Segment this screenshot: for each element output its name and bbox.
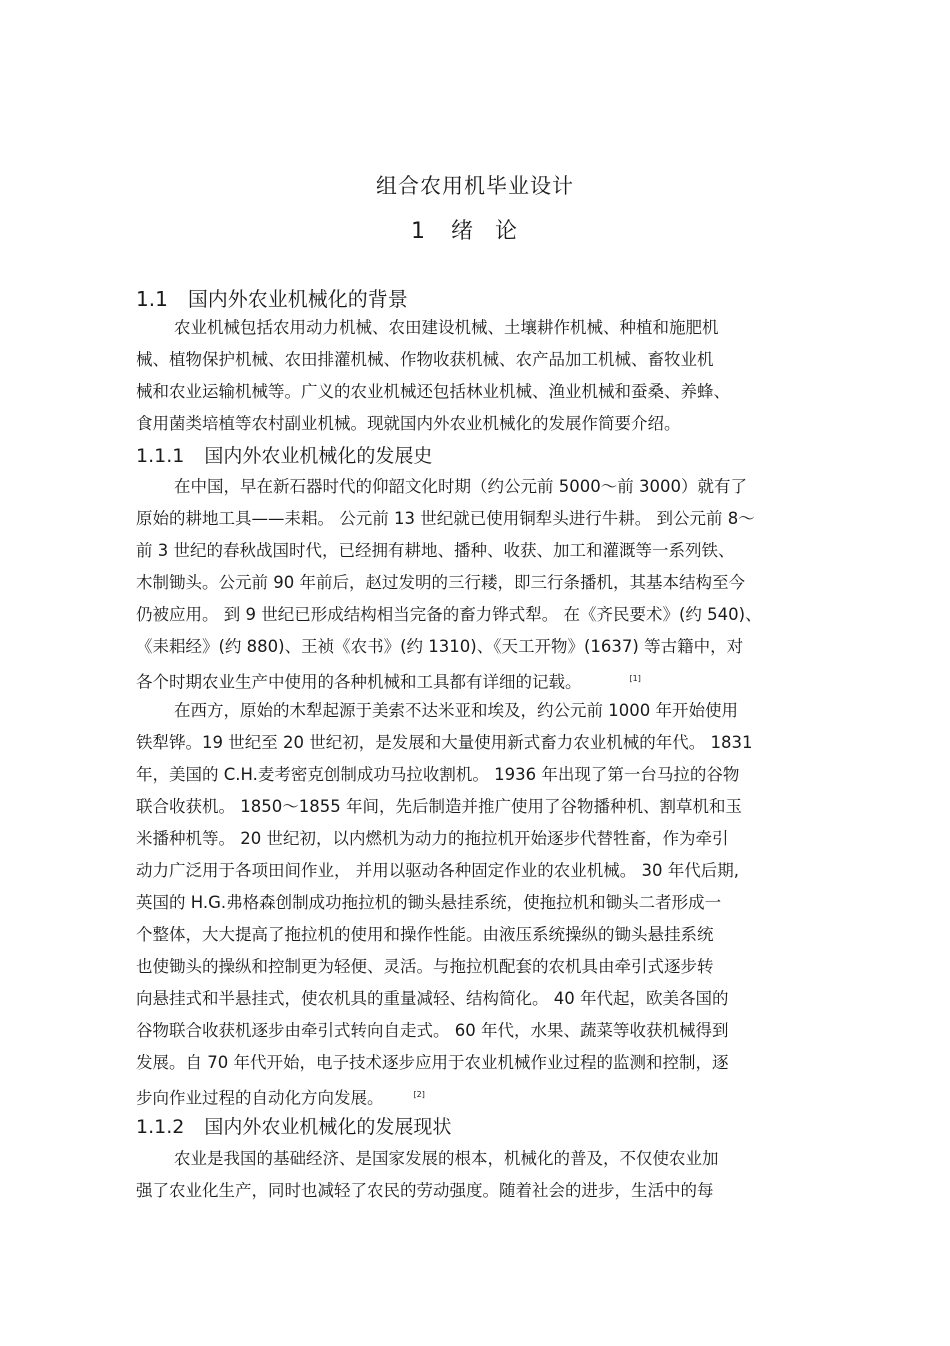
paragraph-line: 前 3 世纪的春秋战国时代，已经拥有耕地、播种、收获、加工和灌溉等一系列铁、 — [136, 541, 735, 560]
paragraph-line: 动力广泛用于各项田间作业， 并用以驱动各种固定作业的农业机械。 30 年代后期, — [136, 861, 739, 880]
paragraph-line — [136, 669, 641, 693]
paragraph-line: 米播种机等。 20 世纪初，以内燃机为动力的拖拉机开始逐步代替牲畜，作为牵引 — [136, 829, 729, 848]
paragraph-line: 原始的耕地工具——耒耜。 公元前 13 世纪就已使用铜犁头进行牛耕。 到公元前 8～ — [136, 509, 755, 528]
paragraph-line: 食用菌类培植等农村副业机械。现就国内外农业机械化的发展作简要介绍。 — [136, 414, 681, 433]
chapter-number: 1 — [410, 219, 425, 244]
section-title: 国内外农业机械化的发展现状 — [204, 1116, 452, 1138]
paragraph-line — [136, 1085, 425, 1109]
paragraph-line: 向悬挂式和半悬挂式，使农机具的重量减轻、结构简化。 40 年代起，欧美各国的 — [136, 989, 729, 1008]
paragraph-line: 械和农业运输机械等。广义的农业机械还包括林业机械、渔业机械和蚕桑、养蜂、 — [136, 382, 730, 401]
paragraph-line: 在中国，早在新石器时代的仰韶文化时期（约公元前 5000～前 3000）就有了 — [174, 477, 747, 496]
section-number: 1.1.1 — [136, 445, 185, 467]
paragraph-text: 各个时期农业生产中使用的各种机械和工具都有详细的记载。 — [136, 672, 582, 692]
paragraph-line: 《耒耜经》(约 880)、王祯《农书》(约 1310)、《天工开物》(1637) 等古籍中，对 — [136, 637, 744, 656]
document-title: 组合农用机毕业设计 — [376, 174, 574, 198]
chapter-heading — [0, 214, 950, 245]
section-title: 国内外农业机械化的发展史 — [204, 445, 433, 467]
citation-ref: [2] — [413, 1090, 425, 1099]
paragraph-line: 械、植物保护机械、农田排灌机械、作物收获机械、农产品加工机械、畜牧业机 — [136, 350, 714, 369]
paragraph-line: 年，美国的 C.H.麦考密克创制成功马拉收割机。 1936 年出现了第一台马拉的谷物 — [136, 765, 740, 784]
citation-ref: [1] — [629, 674, 641, 683]
paragraph-line: 谷物联合收获机逐步由牵引式转向自走式。 60 年代，水果、蔬菜等收获机械得到 — [136, 1021, 729, 1040]
paragraph-line: 联合收获机。 1850～1855 年间，先后制造并推广使用了谷物播种机、割草机和玉 — [136, 797, 742, 816]
chapter-name: 绪论 — [450, 219, 539, 244]
paragraph-line: 仍被应用。 到 9 世纪已形成结构相当完备的畜力铧式犁。 在《齐民要术》(约 540)、 — [136, 605, 762, 624]
section-heading-1-1 — [136, 283, 408, 312]
paragraph-line: 强了农业化生产，同时也减轻了农民的劳动强度。随着社会的进步，生活中的每 — [136, 1181, 714, 1200]
paragraph-text: 步向作业过程的自动化方向发展。 — [136, 1088, 384, 1108]
paragraph-line: 木制锄头。公元前 90 年前后，赵过发明的三行耧，即三行条播机，其基本结构至今 — [136, 573, 745, 592]
paragraph-line: 也使锄头的操纵和控制更为轻便、灵活。与拖拉机配套的农机具由牵引式逐步转 — [136, 957, 714, 976]
paragraph-line: 铁犁铧。19 世纪至 20 世纪初，是发展和大量使用新式畜力农业机械的年代。 1831 — [136, 733, 753, 752]
paragraph-line: 英国的 H.G.弗格森创制成功拖拉机的锄头悬挂系统，使拖拉机和锄头二者形成一 — [136, 893, 722, 912]
section-number: 1.1 — [136, 287, 168, 311]
section-heading-1-1-2 — [136, 1112, 451, 1139]
paragraph-line: 个整体，大大提高了拖拉机的使用和操作性能。由液压系统操纵的锄头悬挂系统 — [136, 925, 714, 944]
section-number: 1.1.2 — [136, 1116, 185, 1138]
section-heading-1-1-1 — [136, 441, 432, 468]
paragraph-line: 发展。自 70 年代开始，电子技术逐步应用于农业机械作业过程的监测和控制，逐 — [136, 1053, 729, 1072]
paragraph-line: 在西方，原始的木犁起源于美索不达米亚和埃及，约公元前 1000 年开始使用 — [174, 701, 738, 720]
paragraph-line: 农业是我国的基础经济、是国家发展的根本，机械化的普及，不仅使农业加 — [174, 1149, 719, 1168]
paragraph-line: 农业机械包括农用动力机械、农田建设机械、土壤耕作机械、种植和施肥机 — [174, 318, 719, 337]
section-title: 国内外农业机械化的背景 — [187, 287, 408, 311]
